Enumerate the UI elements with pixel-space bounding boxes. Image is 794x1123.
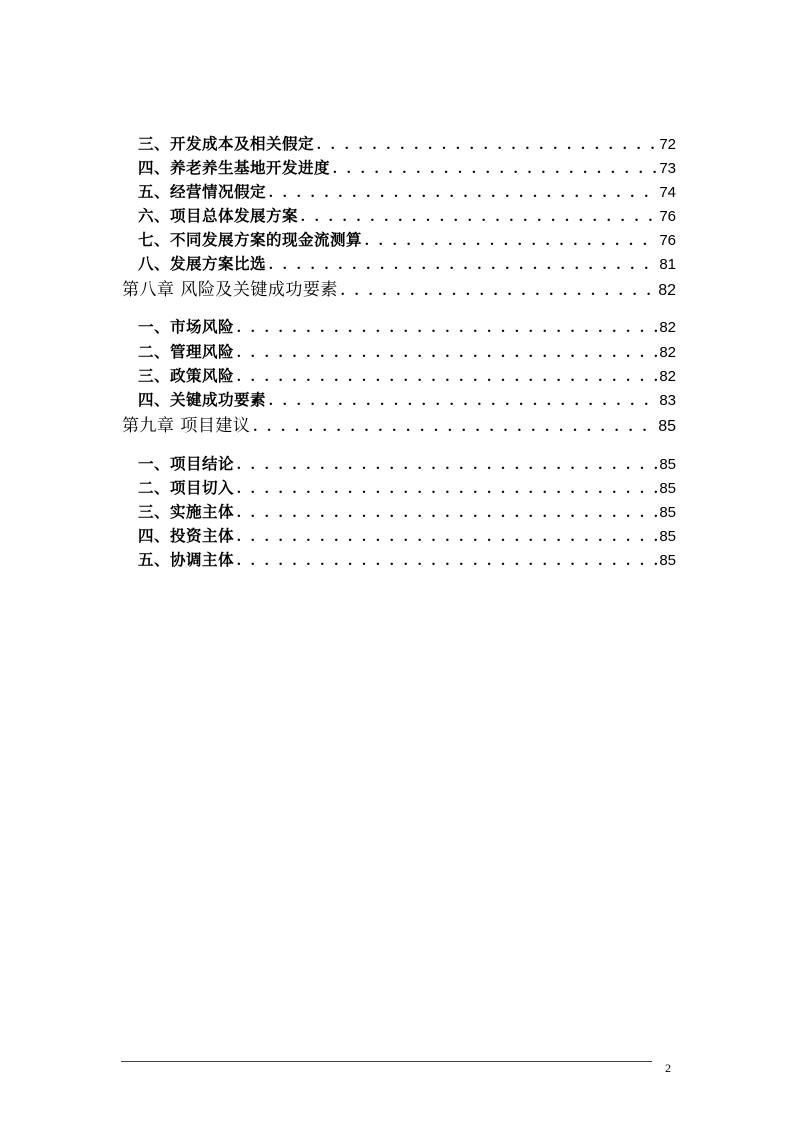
toc-entry-page-number: 82 xyxy=(659,319,676,336)
toc-entry-project-conclusion[interactable] xyxy=(138,452,676,476)
toc-entry-page-number: 85 xyxy=(659,552,676,569)
toc-entry-page-number: 81 xyxy=(659,256,676,273)
toc-chapter-title: 第九章 项目建议 xyxy=(122,416,251,436)
toc-dot-leader xyxy=(301,205,657,229)
toc-entry-title: 三、政策风险 xyxy=(138,366,235,385)
toc-entry-page-number: 73 xyxy=(659,160,676,177)
toc-entry-market-risk[interactable] xyxy=(138,315,676,339)
toc-entry-title: 五、协调主体 xyxy=(138,550,235,569)
toc-chapter-8-risks[interactable] xyxy=(122,278,676,302)
toc-entry-management-risk[interactable] xyxy=(138,340,676,364)
toc-chapter-page-number: 85 xyxy=(658,418,676,435)
toc-entry-title: 二、项目切入 xyxy=(138,478,235,497)
toc-dot-leader xyxy=(237,341,657,365)
toc-entry-project-entry-point[interactable] xyxy=(138,476,676,500)
toc-entry-title: 六、项目总体发展方案 xyxy=(138,206,299,225)
toc-entry-base-development-schedule[interactable] xyxy=(138,156,676,180)
toc-entry-page-number: 76 xyxy=(659,232,676,249)
toc-entry-page-number: 82 xyxy=(659,368,676,385)
toc-dot-leader xyxy=(333,157,657,181)
toc-dot-leader xyxy=(237,316,657,340)
toc-entry-page-number: 74 xyxy=(659,184,676,201)
toc-chapter-9-recommendations[interactable] xyxy=(122,414,676,438)
toc-dot-leader xyxy=(237,501,657,525)
toc-entry-page-number: 85 xyxy=(659,480,676,497)
toc-entry-overall-development-plan[interactable] xyxy=(138,204,676,228)
page-number: 2 xyxy=(665,1061,671,1075)
toc-entry-title: 四、投资主体 xyxy=(138,526,235,545)
toc-entry-cash-flow-estimates[interactable] xyxy=(138,228,676,252)
toc-dot-leader xyxy=(317,133,657,157)
toc-entry-title: 七、不同发展方案的现金流测算 xyxy=(138,230,363,249)
toc-entry-title: 三、实施主体 xyxy=(138,502,235,521)
toc-entry-policy-risk[interactable] xyxy=(138,364,676,388)
toc-chapter-page-number: 82 xyxy=(658,282,676,299)
toc-entry-development-cost-assumptions[interactable] xyxy=(138,132,676,156)
toc-entry-title: 三、开发成本及相关假定 xyxy=(138,134,315,153)
toc-entry-page-number: 76 xyxy=(659,208,676,225)
toc-entry-coordinating-entity[interactable] xyxy=(138,548,676,572)
toc-entry-title: 二、管理风险 xyxy=(138,342,235,361)
toc-entry-key-success-factors[interactable] xyxy=(138,388,676,412)
footer-divider xyxy=(121,1061,652,1062)
toc-dot-leader xyxy=(269,389,657,413)
toc-entry-implementing-entity[interactable] xyxy=(138,500,676,524)
toc-dot-leader xyxy=(269,253,657,277)
toc-entry-investing-entity[interactable] xyxy=(138,524,676,548)
toc-entry-title: 八、发展方案比选 xyxy=(138,254,267,273)
toc-entry-page-number: 72 xyxy=(659,136,676,153)
toc-entry-page-number: 85 xyxy=(659,456,676,473)
toc-chapter-title: 第八章 风险及关键成功要素 xyxy=(122,280,338,300)
toc-dot-leader xyxy=(237,525,657,549)
toc-entry-page-number: 82 xyxy=(659,344,676,361)
toc-dot-leader xyxy=(269,181,657,205)
toc-entry-title: 四、养老养生基地开发进度 xyxy=(138,158,331,177)
toc-entry-title: 四、关键成功要素 xyxy=(138,390,267,409)
toc-entry-page-number: 85 xyxy=(659,528,676,545)
toc-entry-plan-comparison[interactable] xyxy=(138,252,676,276)
toc-entry-title: 一、项目结论 xyxy=(138,454,235,473)
toc-dot-leader xyxy=(237,453,657,477)
toc-dot-leader xyxy=(237,549,657,573)
toc-dot-leader xyxy=(341,279,656,303)
toc-entry-operating-assumptions[interactable] xyxy=(138,180,676,204)
toc-entry-title: 五、经营情况假定 xyxy=(138,182,267,201)
toc-dot-leader xyxy=(237,477,657,501)
toc-dot-leader xyxy=(253,415,656,439)
toc-entry-page-number: 85 xyxy=(659,504,676,521)
toc-entry-page-number: 83 xyxy=(659,392,676,409)
toc-entry-title: 一、市场风险 xyxy=(138,317,235,336)
toc-dot-leader xyxy=(365,229,657,253)
toc-dot-leader xyxy=(237,365,657,389)
